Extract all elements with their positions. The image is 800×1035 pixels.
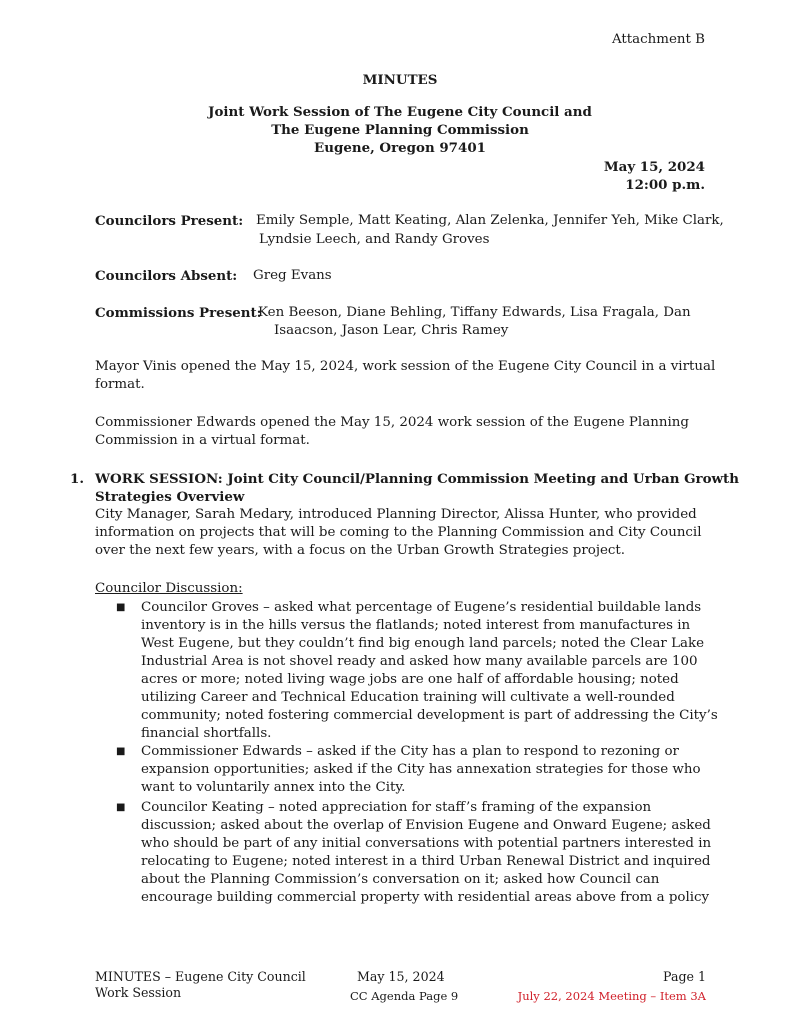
- bullet-3-line-5: about the Planning Commission’s conversation on it; asked how Council can: [141, 872, 660, 887]
- commissions-present-label: Commissions Present:: [95, 305, 262, 321]
- councilors-present-line-1: Emily Semple, Matt Keating, Alan Zelenka, Jennifer Yeh, Mike Clark,: [256, 213, 724, 228]
- footer-meeting-item: July 22, 2024 Meeting – Item 3A: [517, 989, 706, 1003]
- document-title: MINUTES: [362, 72, 438, 88]
- bullet-marker: ■: [116, 602, 126, 613]
- heading-line-2: The Eugene Planning Commission: [271, 122, 529, 138]
- councilors-present-line-2: Lyndsie Leech, and Randy Groves: [259, 232, 490, 247]
- bullet-3-line-1: Councilor Keating – noted appreciation for staff’s framing of the expansion: [141, 800, 652, 815]
- opening-paragraph-2-line-2: Commission in a virtual format.: [95, 433, 310, 448]
- footer-page-number: Page 1: [663, 969, 706, 984]
- bullet-3-line-2: discussion; asked about the overlap of Envision Eugene and Onward Eugene; asked: [141, 818, 711, 833]
- bullet-1-line-6: utilizing Career and Technical Education training will cultivate a well-rounded: [141, 690, 675, 705]
- item-body-line-3: over the next few years, with a focus on the Urban Growth Strategies project.: [95, 543, 626, 558]
- footer-agenda-page: CC Agenda Page 9: [350, 989, 459, 1003]
- bullet-1-line-8: financial shortfalls.: [141, 726, 272, 741]
- item-title-line-2: Strategies Overview: [95, 489, 245, 505]
- bullet-1-line-5: acres or more; noted living wage jobs are one half of affordable housing; noted: [141, 672, 679, 687]
- bullet-marker: ■: [116, 802, 126, 813]
- bullet-1-line-4: Industrial Area is not shovel ready and asked how many available parcels are 100: [141, 654, 698, 669]
- item-title-line-1: WORK SESSION: Joint City Council/Planning Commission Meeting and Urban Growth: [95, 471, 739, 487]
- attachment-label: Attachment B: [611, 32, 705, 47]
- footer-left-line-1: MINUTES – Eugene City Council: [95, 969, 306, 984]
- footer-left-line-2: Work Session: [95, 985, 182, 1000]
- item-body-line-2: information on projects that will be coming to the Planning Commission and City Council: [95, 525, 702, 540]
- bullet-1-line-3: West Eugene, but they couldn’t find big enough land parcels; noted the Clear Lake: [141, 636, 704, 651]
- councilors-present-label: Councilors Present:: [95, 213, 244, 229]
- commissions-present-line-1: Ken Beeson, Diane Behling, Tiffany Edwards, Lisa Fragala, Dan: [258, 305, 691, 320]
- footer-date: May 15, 2024: [357, 969, 445, 984]
- heading-line-3: Eugene, Oregon 97401: [314, 140, 486, 156]
- meeting-time: 12:00 p.m.: [625, 177, 705, 193]
- bullet-3-line-4: relocating to Eugene; noted interest in a third Urban Renewal District and inquired: [141, 854, 711, 869]
- bullet-2-line-1: Commissioner Edwards – asked if the City has a plan to respond to rezoning or: [141, 744, 679, 759]
- councilors-absent-label: Councilors Absent:: [95, 268, 238, 284]
- opening-paragraph-1-line-2: format.: [95, 377, 145, 392]
- item-body-line-1: City Manager, Sarah Medary, introduced Planning Director, Alissa Hunter, who provided: [95, 507, 697, 522]
- bullet-3-line-3: who should be part of any initial conversations with potential partners interested in: [141, 836, 712, 851]
- opening-paragraph-2-line-1: Commissioner Edwards opened the May 15, 2024 work session of the Eugene Planning: [95, 415, 689, 430]
- bullet-3-line-6: encourage building commercial property with residential areas above from a policy: [141, 890, 710, 905]
- bullet-marker: ■: [116, 746, 126, 757]
- bullet-2-line-2: expansion opportunities; asked if the City has annexation strategies for those who: [141, 762, 701, 777]
- bullet-2-line-3: want to voluntarily annex into the City.: [141, 780, 406, 795]
- bullet-1-line-7: community; noted fostering commercial development is part of addressing the City’s: [141, 708, 718, 723]
- commissions-present-line-2: Isaacson, Jason Lear, Chris Ramey: [274, 323, 509, 338]
- councilors-absent: Greg Evans: [253, 268, 332, 283]
- bullet-1-line-1: Councilor Groves – asked what percentage of Eugene’s residential buildable lands: [141, 600, 702, 615]
- discussion-heading: Councilor Discussion:: [95, 581, 243, 596]
- bullet-1-line-2: inventory is in the hills versus the flatlands; noted interest from manufactures in: [141, 618, 691, 633]
- meeting-date: May 15, 2024: [603, 159, 705, 175]
- heading-line-1: Joint Work Session of The Eugene City Council and: [208, 104, 592, 120]
- opening-paragraph-1-line-1: Mayor Vinis opened the May 15, 2024, work session of the Eugene City Council in a virtual: [95, 359, 716, 374]
- item-number: 1.: [70, 471, 84, 487]
